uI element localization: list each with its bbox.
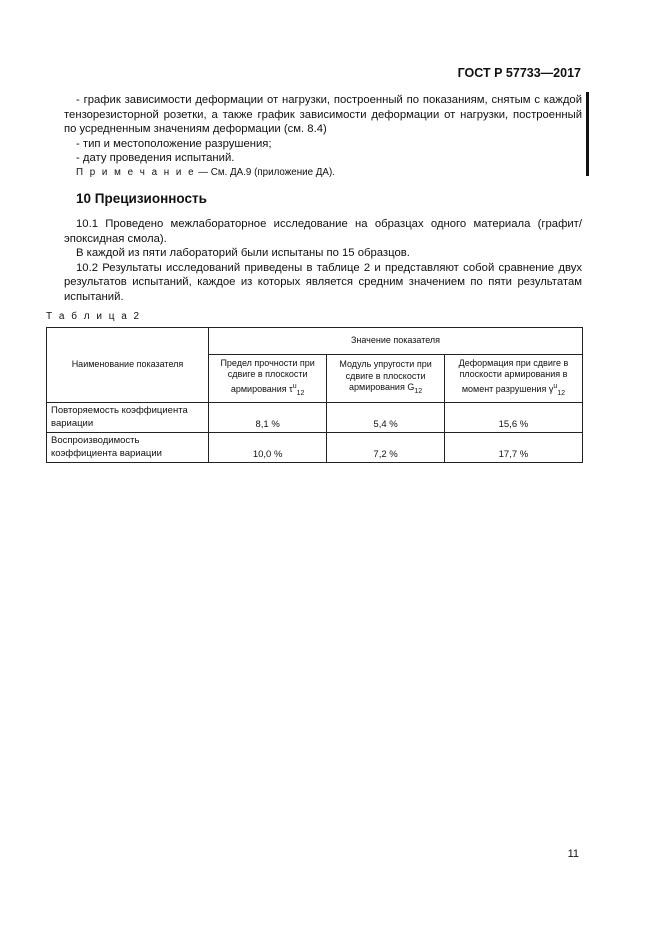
table-caption: Т а б л и ц а 2 — [46, 311, 142, 322]
bullet-item: - тип и местоположение разрушения; — [76, 137, 272, 150]
symbol-sub: 12 — [557, 389, 566, 397]
section-body — [64, 217, 582, 305]
paragraph: 10.2 Результаты исследований приведены в таблице 2 и представляют собой сравнение двух результатов испытаний, каждое из которых является средним значением по пяти результатам испытаний. — [64, 261, 582, 303]
paragraph: В каждой из пяти лабораторий были испытаны по 15 образцов. — [76, 247, 410, 260]
cell-value: 10,0 % — [209, 433, 327, 463]
col-header-modulus — [327, 355, 445, 403]
section-title: 10 Прецизионность — [76, 191, 207, 206]
row-label: Воспроизводимость коэффициента вариации — [47, 433, 209, 463]
symbol-sup: u — [292, 382, 297, 390]
note — [64, 166, 582, 181]
symbol-sub: 12 — [414, 388, 423, 396]
page-number: 11 — [567, 848, 579, 860]
document-code: ГОСТ Р 57733—2017 — [457, 66, 581, 80]
symbol-sub: 12 — [296, 389, 305, 397]
intro-block — [64, 93, 582, 181]
col-header-strain-text: Деформация при сдвиге в плоскости армирования в момент разрушения γ — [458, 357, 569, 394]
row-label: Повторяемость коэффициента вариации — [47, 403, 209, 433]
cell-value: 8,1 % — [209, 403, 327, 433]
cell-value: 15,6 % — [444, 403, 582, 433]
col-header-strain — [444, 355, 582, 403]
symbol-sup: u — [553, 382, 558, 390]
note-label: П р и м е ч а н и е — [76, 166, 196, 178]
precision-table — [46, 327, 583, 463]
bullet-item: - график зависимости деформации от нагрузки, построенный по показаниям, снятым с каждой тензорезисторной розетки, а также график зависимости деформации от нагрузки, построенный по усредненным значениям деформации (см. 8.4) — [64, 94, 582, 136]
col-header-modulus-text: Модуль упругости при сдвиге в плоскости армирования G — [339, 359, 432, 393]
table-row — [47, 433, 583, 463]
change-bar — [586, 92, 589, 176]
group-header: Значение показателя — [209, 328, 583, 355]
cell-value: 7,2 % — [327, 433, 445, 463]
col-header-name: Наименование показателя — [47, 328, 209, 403]
cell-value: 17,7 % — [444, 433, 582, 463]
note-text: — См. ДА.9 (приложение ДА). — [195, 166, 335, 178]
cell-value: 5,4 % — [327, 403, 445, 433]
paragraph: 10.1 Проведено межлабораторное исследование на образцах одного материала (графит/эпоксидная смола). — [64, 218, 582, 245]
col-header-strength-text: Предел прочности при сдвиге в плоскости армирования τ — [220, 357, 315, 394]
table-row — [47, 403, 583, 433]
bullet-item: - дату проведения испытаний. — [76, 152, 235, 165]
col-header-strength — [209, 355, 327, 403]
